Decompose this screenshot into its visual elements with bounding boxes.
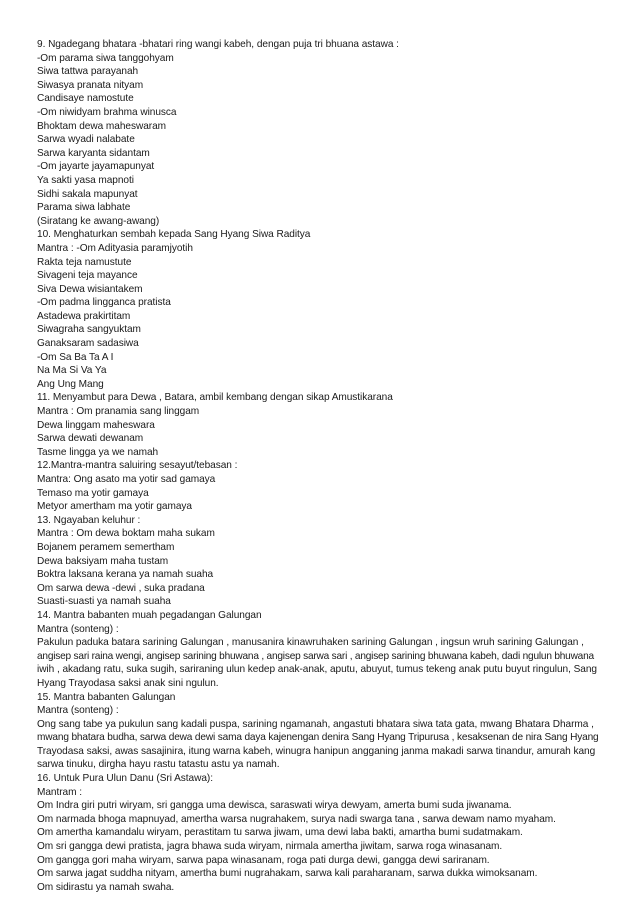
text-line: Hyang Trayodasa saksi anak sini ngulun. <box>37 677 219 689</box>
text-line: (Siratang ke awang-awang) <box>37 215 160 227</box>
text-line: Ang Ung Mang <box>37 378 104 390</box>
text-line: Pakulun paduka batara sarining Galungan , manusanira kinawruhaken sarining Galungan , ingsun wruh sarining Galungan , <box>37 637 584 649</box>
text-line: -Om Sa Ba Ta A I <box>37 351 114 363</box>
text-line: Siwasya pranata nityam <box>37 79 144 91</box>
text-line: Sivageni teja mayance <box>37 270 138 282</box>
text-line: Astadewa prakirtitam <box>37 310 131 322</box>
text-line: Siwagraha sangyuktam <box>37 324 141 336</box>
text-line: mwang bhatara budha, sarwa dewa dewi sama daya kajenengan denira Sang Hyang Tripurusa , kesaksenan de nira Sang Hyang <box>37 732 599 744</box>
text-line: Mantra : Om pranamia sang linggam <box>37 406 200 418</box>
text-line: 14. Mantra babanten muah pegadangan Galungan <box>37 609 262 621</box>
text-line: Temaso ma yotir gamaya <box>37 487 149 499</box>
text-line: -Om padma lingganca pratista <box>37 297 171 309</box>
text-line: Boktra laksana kerana ya namah suaha <box>37 569 214 581</box>
text-line: Bhoktam dewa maheswaram <box>37 120 167 132</box>
text-line: Sidhi sakala mapunyat <box>37 188 138 200</box>
text-line: Ya sakti yasa mapnoti <box>37 174 134 186</box>
text-line: Om amertha kamandalu wiryam, perastitam tu sarwa jiwam, uma dewi laba bakti, amartha bumi sudatmakam. <box>37 827 523 839</box>
text-line: Candisaye namostute <box>37 93 134 105</box>
text-line: sarwa tinuku, dirgha hayu rastu tatastu astu ya namah. <box>37 759 280 771</box>
text-line: Sarwa dewati dewanam <box>37 433 144 445</box>
text-line: Metyor amertham ma yotir gamaya <box>37 501 192 513</box>
text-line: Om narmada bhoga mapnuyad, amertha warsa nugrahakem, surya nadi swarga tana , sarwa dewam namo myaham. <box>37 813 556 825</box>
text-line: Ganaksaram sadasiwa <box>37 338 139 350</box>
text-line: -Om niwidyam brahma winusca <box>37 106 177 118</box>
text-line: Suasti-suasti ya namah suaha <box>37 596 171 608</box>
text-line: Dewa linggam maheswara <box>37 419 155 431</box>
text-line: Mantra (sonteng) : <box>37 705 119 717</box>
text-line: 12.Mantra-mantra saluiring sesayut/tebasan : <box>37 460 238 472</box>
text-line: Rakta teja namustute <box>37 256 132 268</box>
text-line: Dewa baksiyam maha tustam <box>37 555 169 567</box>
text-line: Parama siwa labhate <box>37 202 131 214</box>
document-body <box>37 38 599 894</box>
text-line: Siva Dewa wisiantakem <box>37 283 143 295</box>
text-line: Bojanem peramem semertham <box>37 541 175 553</box>
text-line: Om sri gangga dewi pratista, jagra bhawa suda wiryam, nirmala amertha jiwitam, sarwa roga winasanam. <box>37 841 503 853</box>
text-line: Mantra : -Om Adityasia paramjyotih <box>37 242 193 254</box>
text-line: Na Ma Si Va Ya <box>37 365 107 377</box>
text-line: 10. Menghaturkan sembah kepada Sang Hyang Siwa Raditya <box>37 229 311 241</box>
text-line: 11. Menyambut para Dewa , Batara, ambil kembang dengan sikap Amustikarana <box>37 392 393 404</box>
text-line: iwih , akadang ratu, suka sugih, sariraning ulun kedep anak-anak, aputu, abuyut, tumus tekeng anak putu buyut ringulun, Sang <box>37 664 597 676</box>
text-line: Om sidirastu ya namah swaha. <box>37 881 175 893</box>
text-line: Sarwa wyadi nalabate <box>37 134 135 146</box>
text-line: -Om parama siwa tanggohyam <box>37 52 174 64</box>
text-line: angisep sari raina wengi, angisep sarining bhuwana , angisep sarwa sari , angisep sarining bhuwana kabeh, dadi ngulun bhuwana <box>37 650 594 662</box>
text-line: 16. Untuk Pura Ulun Danu (Sri Astawa): <box>37 773 213 785</box>
text-line: Tasme lingga ya we namah <box>37 446 159 458</box>
text-line: 9. Ngadegang bhatara -bhatari ring wangi kabeh, dengan puja tri bhuana astawa : <box>37 39 399 50</box>
text-line: Mantra : Om dewa boktam maha sukam <box>37 528 215 540</box>
text-line: Sarwa karyanta sidantam <box>37 147 150 159</box>
text-line: Siwa tattwa parayanah <box>37 66 139 78</box>
text-line: Om Indra giri putri wiryam, sri gangga uma dewisca, saraswati wirya dewyam, amerta bumi suda jiwanama. <box>37 800 512 812</box>
text-line: Mantra: Ong asato ma yotir sad gamaya <box>37 474 216 485</box>
text-line: 15. Mantra babanten Galungan <box>37 691 176 703</box>
text-line: -Om jayarte jayamapunyat <box>37 161 155 173</box>
text-line: Trayodasa saksi, awas sasajinira, itung warna kabeh, winugra hanipun angganing janma makadi sarwa tinandur, amurah kang <box>37 745 596 757</box>
text-line: Mantra (sonteng) : <box>37 623 119 635</box>
text-line: Om sarwa dewa -dewi , suka pradana <box>37 582 205 594</box>
text-line: Ong sang tabe ya pukulun sang kadali puspa, sarining ngamanah, angastuti bhatara siwa tata gata, mwang Bhatara Dharma , <box>37 718 594 730</box>
text-line: Mantram : <box>37 786 82 798</box>
text-line: Om gangga gori maha wiryam, sarwa papa winasanam, roga pati durga dewi, gangga dewi sariranam. <box>37 854 490 866</box>
text-line: 13. Ngayaban keluhur : <box>37 514 141 526</box>
text-line: Om sarwa jagat suddha nityam, amertha bumi nugrahakam, sarwa kali paraharanam, sarwa dukka wimoksanam. <box>37 868 538 880</box>
